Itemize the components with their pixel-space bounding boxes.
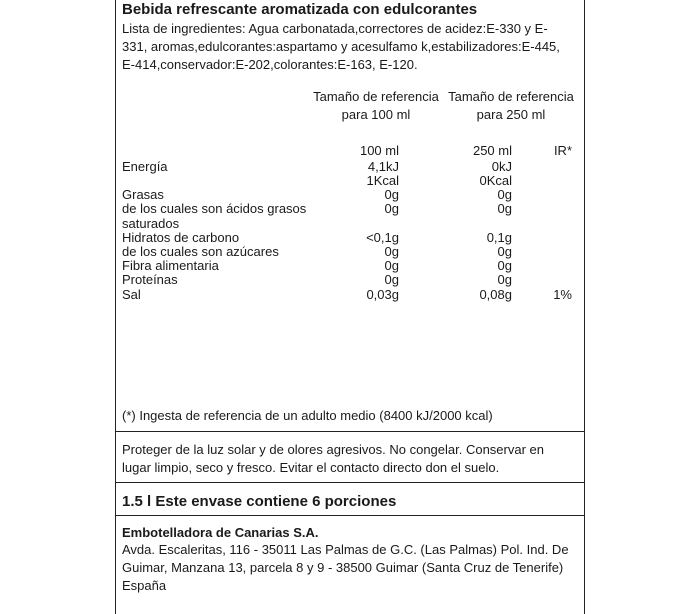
divider <box>116 431 584 432</box>
footnote: (*) Ingesta de referencia de un adulto medio (8400 kJ/2000 kcal) <box>122 408 493 423</box>
storage-instructions: Proteger de la luz solar y de olores agresivos. No congelar. Conservar en lugar limpio, seco y fresco. Evitar el contacto directo don el suelo. <box>122 442 544 475</box>
sugars-label: de los cuales son azúcares <box>122 244 279 259</box>
fat-label: Grasas <box>122 187 164 202</box>
sugars-100: 0g <box>384 244 399 259</box>
ir-header: IR* <box>553 143 572 158</box>
unit-250-cell: 250 ml <box>472 143 512 158</box>
fiber-label: Fibra alimentaria <box>122 258 219 273</box>
protein-label: Proteínas <box>122 272 178 287</box>
saturated-100: 0g <box>384 201 399 216</box>
company-address: Avda. Escaleritas, 116 - 35011 Las Palmas de G.C. (Las Palmas) Pol. Ind. De Guimar, Manzana 13, parcela 8 y 9 - 38500 Guimar (Santa Cruz de Tenerife) España <box>122 542 569 593</box>
protein-250: 0g <box>497 272 512 287</box>
salt-100: 0,03g <box>366 287 399 302</box>
carbs-250: 0,1g <box>486 230 512 245</box>
divider <box>116 482 584 483</box>
company-name: Embotelladora de Canarias S.A. <box>122 525 319 540</box>
protein-100: 0g <box>384 272 399 287</box>
salt-ir: 1% <box>553 287 572 302</box>
salt-row <box>122 287 582 303</box>
protein-row <box>122 272 582 288</box>
units-row <box>122 143 582 159</box>
carbs-label: Hidratos de carbono <box>122 230 240 245</box>
energy-100: 4,1kJ <box>367 159 399 174</box>
carbs-100: <0,1g <box>366 230 399 245</box>
nutrition-label <box>115 0 585 614</box>
saturated-row <box>122 201 582 233</box>
sugars-250: 0g <box>497 244 512 259</box>
unit-100-cell: 100 ml <box>359 143 399 158</box>
kcal-100: 1Kcal <box>366 173 399 188</box>
divider <box>116 515 584 516</box>
salt-250: 0,08g <box>479 287 512 302</box>
product-title: Bebida refrescante aromatizada con edulcorantes <box>122 1 478 18</box>
energy-250: 0kJ <box>491 159 512 174</box>
energy-label: Energía <box>122 159 168 174</box>
saturated-250: 0g <box>497 201 512 216</box>
kcal-250: 0Kcal <box>479 173 512 188</box>
saturated-label: de los cuales son ácidos grasos saturados <box>122 201 307 231</box>
fat-100: 0g <box>384 187 399 202</box>
ingredients-list: Lista de ingredientes: Agua carbonatada,correctores de acidez:E-330 y E-331, aromas,edulcorantes:aspartamo y acesulfamo k,estabilizadores:E-445, E-414,conservador:E-202,colorantes:E-163, E-120. <box>122 21 560 72</box>
fiber-100: 0g <box>384 258 399 273</box>
salt-label: Sal <box>122 287 141 302</box>
fiber-250: 0g <box>497 258 512 273</box>
ref-100-header: Tamaño de referencia para 100 ml <box>313 89 439 122</box>
package-size: 1.5 l Este envase contiene 6 porciones <box>122 493 397 510</box>
ref-250-header: Tamaño de referencia para 250 ml <box>448 89 574 122</box>
fat-250: 0g <box>497 187 512 202</box>
